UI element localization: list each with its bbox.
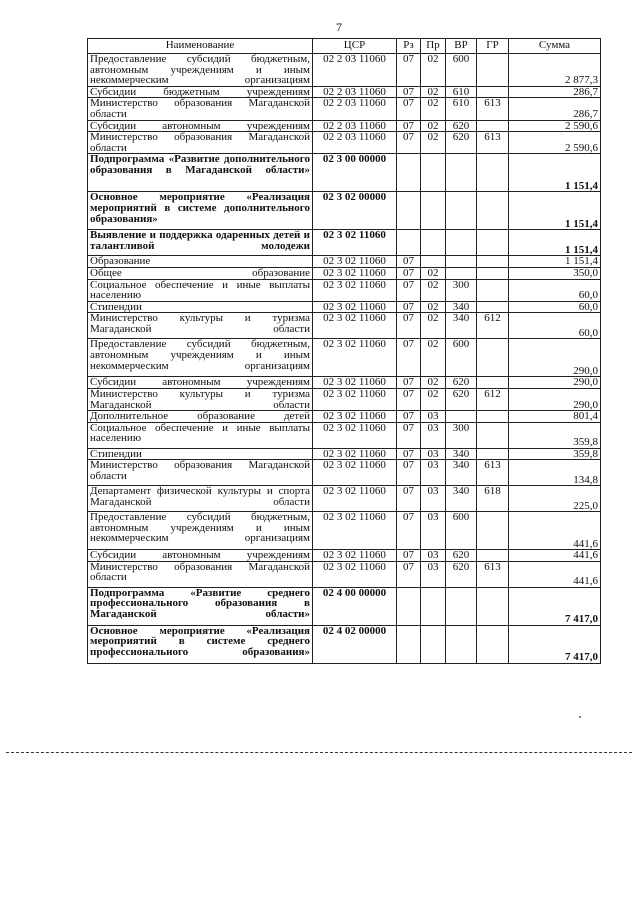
row-sum: 441,6 — [509, 512, 601, 550]
row-name: Предоставление субсидий бюджетным, автономным учреждениям и иным некоммерческим организациям — [88, 512, 313, 550]
row-vr: 340 — [446, 301, 477, 313]
row-sum: 801,4 — [509, 411, 601, 423]
row-gr: 613 — [477, 132, 509, 154]
row-pr — [421, 587, 446, 625]
row-name: Основное мероприятие «Реализация мероприятий в системе среднего профессионального образования» — [88, 625, 313, 663]
row-gr: 618 — [477, 486, 509, 512]
row-rz — [397, 625, 421, 663]
row-gr — [477, 550, 509, 562]
row-csr: 02 3 02 00000 — [313, 192, 397, 230]
table-row — [88, 460, 601, 486]
row-pr: 03 — [421, 422, 446, 448]
row-pr: 03 — [421, 448, 446, 460]
row-pr: 03 — [421, 486, 446, 512]
row-vr — [446, 587, 477, 625]
row-vr: 620 — [446, 132, 477, 154]
row-sum: 225,0 — [509, 486, 601, 512]
row-pr: 02 — [421, 339, 446, 377]
row-pr: 02 — [421, 132, 446, 154]
row-gr: 613 — [477, 98, 509, 120]
row-sum: 359,8 — [509, 448, 601, 460]
row-gr — [477, 267, 509, 279]
row-csr: 02 3 02 11060 — [313, 448, 397, 460]
row-csr: 02 2 03 11060 — [313, 132, 397, 154]
row-rz: 07 — [397, 267, 421, 279]
row-rz: 07 — [397, 561, 421, 587]
table-row — [88, 98, 601, 120]
row-rz: 07 — [397, 120, 421, 132]
row-gr: 613 — [477, 460, 509, 486]
table-row — [88, 192, 601, 230]
row-name: Стипендии — [88, 448, 313, 460]
row-vr: 300 — [446, 422, 477, 448]
row-pr: 03 — [421, 512, 446, 550]
row-vr: 620 — [446, 561, 477, 587]
row-sum: 60,0 — [509, 279, 601, 301]
row-vr — [446, 411, 477, 423]
row-rz — [397, 230, 421, 256]
row-pr: 02 — [421, 388, 446, 410]
row-csr: 02 2 03 11060 — [313, 54, 397, 87]
row-vr — [446, 256, 477, 268]
row-sum: 290,0 — [509, 388, 601, 410]
header-gr: ГР — [477, 39, 509, 54]
table-row — [88, 486, 601, 512]
table-row — [88, 256, 601, 268]
row-name: Субсидии автономным учреждениям — [88, 550, 313, 562]
row-pr: 03 — [421, 561, 446, 587]
row-vr: 340 — [446, 448, 477, 460]
row-csr: 02 3 02 11060 — [313, 313, 397, 339]
row-gr: 612 — [477, 388, 509, 410]
row-csr: 02 3 02 11060 — [313, 339, 397, 377]
row-gr — [477, 587, 509, 625]
row-vr: 610 — [446, 86, 477, 98]
row-rz: 07 — [397, 460, 421, 486]
row-pr: 02 — [421, 267, 446, 279]
row-pr: 03 — [421, 460, 446, 486]
row-sum: 60,0 — [509, 313, 601, 339]
row-name: Предоставление субсидий бюджетным, автономным учреждениям и иным некоммерческим организациям — [88, 339, 313, 377]
header-rz: Рз — [397, 39, 421, 54]
scan-dot — [579, 716, 581, 718]
row-vr — [446, 154, 477, 192]
table-row — [88, 377, 601, 389]
row-rz: 07 — [397, 550, 421, 562]
row-pr — [421, 625, 446, 663]
row-pr: 02 — [421, 279, 446, 301]
row-gr — [477, 192, 509, 230]
row-csr: 02 2 03 11060 — [313, 98, 397, 120]
row-vr: 610 — [446, 98, 477, 120]
row-gr — [477, 512, 509, 550]
row-gr — [477, 154, 509, 192]
row-name: Выявление и поддержка одаренных детей и талантливой молодежи — [88, 230, 313, 256]
row-rz: 07 — [397, 512, 421, 550]
row-name: Общее образование — [88, 267, 313, 279]
table-row — [88, 120, 601, 132]
table-row — [88, 550, 601, 562]
row-name: Предоставление субсидий бюджетным, автономным учреждениям и иным некоммерческим организациям — [88, 54, 313, 87]
row-pr: 02 — [421, 98, 446, 120]
footer-rule — [6, 752, 632, 753]
table-row — [88, 625, 601, 663]
row-gr — [477, 54, 509, 87]
row-gr — [477, 411, 509, 423]
header-csr: ЦСР — [313, 39, 397, 54]
row-pr: 02 — [421, 313, 446, 339]
row-pr: 02 — [421, 86, 446, 98]
row-csr: 02 2 03 11060 — [313, 120, 397, 132]
row-sum: 2 877,3 — [509, 54, 601, 87]
header-vr: ВР — [446, 39, 477, 54]
row-vr: 600 — [446, 54, 477, 87]
row-gr — [477, 377, 509, 389]
header-name: Наименование — [88, 39, 313, 54]
row-vr — [446, 267, 477, 279]
row-gr: 612 — [477, 313, 509, 339]
row-csr: 02 3 02 11060 — [313, 561, 397, 587]
row-pr: 03 — [421, 550, 446, 562]
table-row — [88, 313, 601, 339]
row-gr — [477, 339, 509, 377]
row-csr: 02 3 02 11060 — [313, 256, 397, 268]
row-sum: 441,6 — [509, 561, 601, 587]
row-vr: 600 — [446, 339, 477, 377]
row-sum: 7 417,0 — [509, 625, 601, 663]
row-sum: 1 151,4 — [509, 256, 601, 268]
budget-table — [87, 38, 601, 664]
table-row — [88, 279, 601, 301]
row-vr: 300 — [446, 279, 477, 301]
row-pr: 02 — [421, 54, 446, 87]
header-pr: Пр — [421, 39, 446, 54]
row-sum: 359,8 — [509, 422, 601, 448]
row-name: Министерство образования Магаданской области — [88, 98, 313, 120]
row-sum: 60,0 — [509, 301, 601, 313]
row-csr: 02 4 02 00000 — [313, 625, 397, 663]
row-name: Министерство культуры и туризма Магаданской области — [88, 388, 313, 410]
table-row — [88, 132, 601, 154]
row-name: Подпрограмма «Развитие среднего профессионального образования в Магаданской области» — [88, 587, 313, 625]
table-header-row — [88, 39, 601, 54]
table-row — [88, 512, 601, 550]
row-vr: 600 — [446, 512, 477, 550]
table-body — [88, 54, 601, 664]
row-pr: 03 — [421, 411, 446, 423]
row-sum: 286,7 — [509, 86, 601, 98]
row-sum: 1 151,4 — [509, 154, 601, 192]
row-name: Субсидии автономным учреждениям — [88, 120, 313, 132]
row-rz: 07 — [397, 279, 421, 301]
row-sum: 1 151,4 — [509, 192, 601, 230]
page-number: 7 — [336, 20, 342, 34]
row-csr: 02 3 00 00000 — [313, 154, 397, 192]
row-name: Образование — [88, 256, 313, 268]
row-csr: 02 3 02 11060 — [313, 388, 397, 410]
table-row — [88, 561, 601, 587]
row-rz: 07 — [397, 98, 421, 120]
row-vr — [446, 192, 477, 230]
row-name: Субсидии автономным учреждениям — [88, 377, 313, 389]
row-name: Министерство культуры и туризма Магаданской области — [88, 313, 313, 339]
row-name: Социальное обеспечение и иные выплаты населению — [88, 422, 313, 448]
row-rz: 07 — [397, 377, 421, 389]
row-pr — [421, 256, 446, 268]
row-rz: 07 — [397, 388, 421, 410]
row-name: Основное мероприятие «Реализация мероприятий в системе дополнительного образования» — [88, 192, 313, 230]
row-csr: 02 3 02 11060 — [313, 301, 397, 313]
row-gr — [477, 422, 509, 448]
row-gr: 613 — [477, 561, 509, 587]
row-gr — [477, 448, 509, 460]
row-vr — [446, 230, 477, 256]
row-name: Министерство образования Магаданской области — [88, 460, 313, 486]
row-rz: 07 — [397, 86, 421, 98]
row-gr — [477, 120, 509, 132]
row-csr: 02 3 02 11060 — [313, 512, 397, 550]
row-sum: 2 590,6 — [509, 120, 601, 132]
row-rz: 07 — [397, 256, 421, 268]
row-csr: 02 4 00 00000 — [313, 587, 397, 625]
table-row — [88, 86, 601, 98]
row-vr: 620 — [446, 550, 477, 562]
row-gr — [477, 625, 509, 663]
row-sum: 350,0 — [509, 267, 601, 279]
row-name: Стипендии — [88, 301, 313, 313]
row-name: Социальное обеспечение и иные выплаты населению — [88, 279, 313, 301]
row-rz: 07 — [397, 132, 421, 154]
row-csr: 02 3 02 11060 — [313, 267, 397, 279]
row-rz: 07 — [397, 313, 421, 339]
row-sum: 286,7 — [509, 98, 601, 120]
row-gr — [477, 86, 509, 98]
row-vr: 620 — [446, 377, 477, 389]
row-csr: 02 3 02 11060 — [313, 486, 397, 512]
table-row — [88, 388, 601, 410]
row-csr: 02 3 02 11060 — [313, 377, 397, 389]
row-sum: 441,6 — [509, 550, 601, 562]
row-csr: 02 2 03 11060 — [313, 86, 397, 98]
row-rz: 07 — [397, 486, 421, 512]
row-csr: 02 3 02 11060 — [313, 279, 397, 301]
table-row — [88, 154, 601, 192]
row-vr: 340 — [446, 486, 477, 512]
row-sum: 2 590,6 — [509, 132, 601, 154]
table-row — [88, 422, 601, 448]
row-gr — [477, 301, 509, 313]
row-vr: 620 — [446, 120, 477, 132]
row-gr — [477, 230, 509, 256]
row-sum: 1 151,4 — [509, 230, 601, 256]
row-rz — [397, 154, 421, 192]
row-csr: 02 3 02 11060 — [313, 422, 397, 448]
row-name: Министерство образования Магаданской области — [88, 132, 313, 154]
row-rz — [397, 192, 421, 230]
row-csr: 02 3 02 11060 — [313, 550, 397, 562]
row-name: Субсидии бюджетным учреждениям — [88, 86, 313, 98]
row-rz: 07 — [397, 411, 421, 423]
row-vr: 620 — [446, 388, 477, 410]
row-name: Дополнительное образование детей — [88, 411, 313, 423]
row-pr: 02 — [421, 301, 446, 313]
row-sum: 290,0 — [509, 339, 601, 377]
row-rz: 07 — [397, 422, 421, 448]
row-rz: 07 — [397, 339, 421, 377]
row-sum: 7 417,0 — [509, 587, 601, 625]
table-row — [88, 411, 601, 423]
row-vr — [446, 625, 477, 663]
table-row — [88, 448, 601, 460]
row-vr: 340 — [446, 313, 477, 339]
table-row — [88, 301, 601, 313]
row-sum: 134,8 — [509, 460, 601, 486]
row-rz: 07 — [397, 54, 421, 87]
table-row — [88, 339, 601, 377]
row-vr: 340 — [446, 460, 477, 486]
table-row — [88, 267, 601, 279]
header-sum: Сумма — [509, 39, 601, 54]
row-gr — [477, 279, 509, 301]
row-pr — [421, 192, 446, 230]
table-row — [88, 230, 601, 256]
table-row — [88, 54, 601, 87]
row-pr: 02 — [421, 120, 446, 132]
row-csr: 02 3 02 11060 — [313, 230, 397, 256]
row-pr — [421, 154, 446, 192]
row-rz — [397, 587, 421, 625]
row-name: Департамент физической культуры и спорта Магаданской области — [88, 486, 313, 512]
row-pr — [421, 230, 446, 256]
row-name: Подпрограмма «Развитие дополнительного образования в Магаданской области» — [88, 154, 313, 192]
row-csr: 02 3 02 11060 — [313, 411, 397, 423]
row-sum: 290,0 — [509, 377, 601, 389]
row-gr — [477, 256, 509, 268]
row-csr: 02 3 02 11060 — [313, 460, 397, 486]
row-pr: 02 — [421, 377, 446, 389]
table-row — [88, 587, 601, 625]
row-rz: 07 — [397, 448, 421, 460]
row-rz: 07 — [397, 301, 421, 313]
row-name: Министерство образования Магаданской области — [88, 561, 313, 587]
